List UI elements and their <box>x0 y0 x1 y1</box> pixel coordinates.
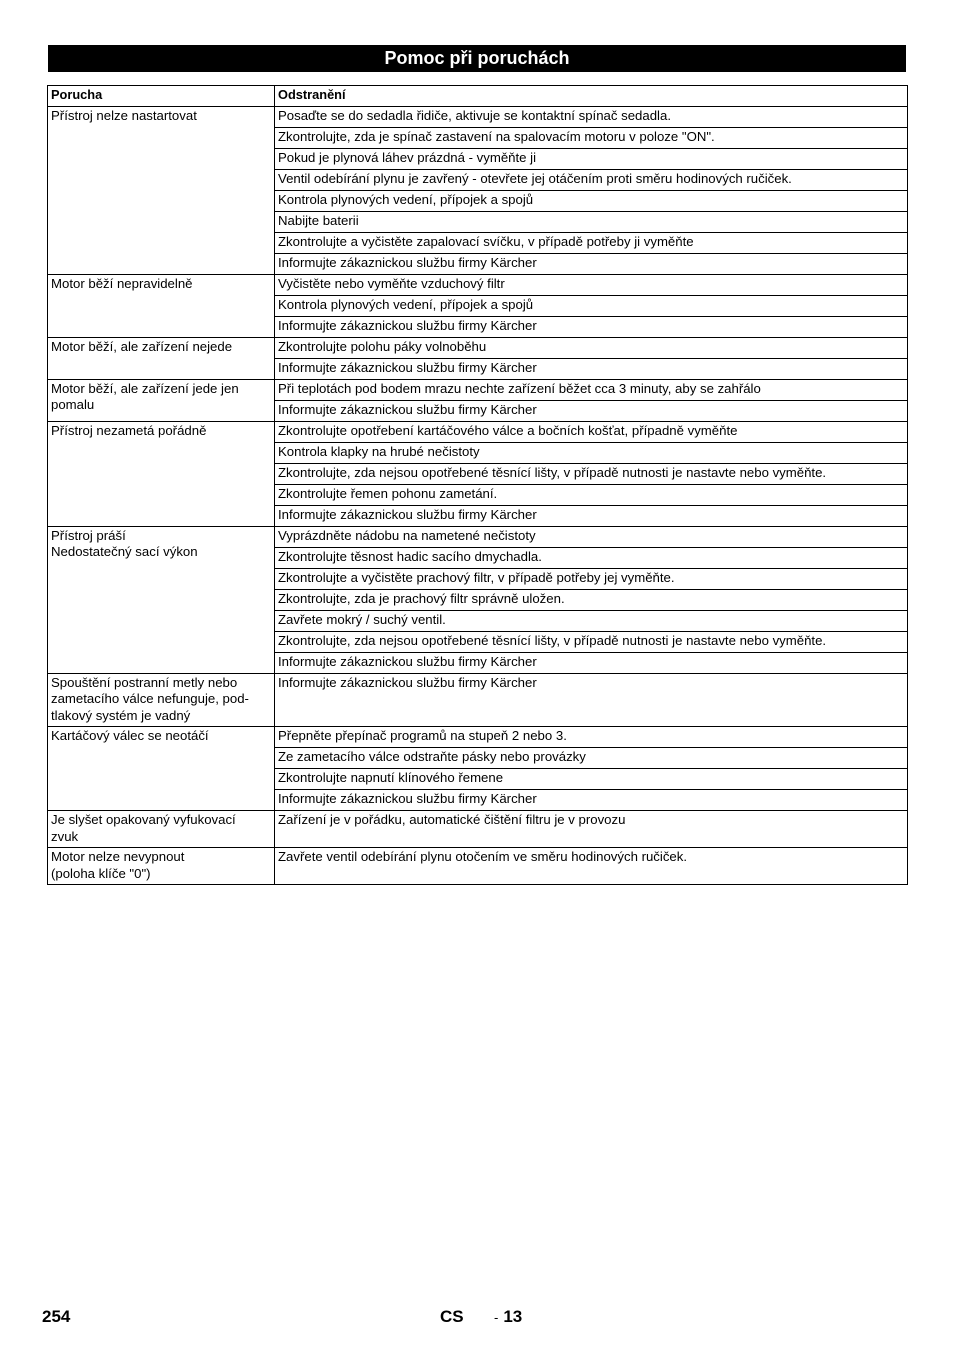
remedy-cell: Vyčistěte nebo vyměňte vzduchový filtr <box>275 274 908 295</box>
fault-cell: Kartáčový válec se neotáčí <box>48 727 275 811</box>
troubleshooting-table <box>47 85 908 885</box>
remedy-cell: Zkontrolujte polohu páky volnoběhu <box>275 337 908 358</box>
table-row <box>48 421 908 442</box>
remedy-cell: Zavřete ventil odebírání plynu otočením ve směru hodinových ručiček. <box>275 848 908 885</box>
table-row <box>48 673 908 727</box>
remedy-cell: Informujte zákaznickou službu firmy Kärcher <box>275 358 908 379</box>
remedy-cell: Zařízení je v pořádku, automatické čištění filtru je v provozu <box>275 811 908 848</box>
remedy-cell: Zkontrolujte řemen pohonu zametání. <box>275 484 908 505</box>
page-title: Pomoc při poruchách <box>48 45 906 72</box>
table-row <box>48 526 908 547</box>
remedy-cell: Zkontrolujte, zda je spínač zastavení na spalovacím motoru v poloze "ON". <box>275 127 908 148</box>
table-header-row <box>48 86 908 107</box>
fault-cell: Motor běží, ale zařízení jede jen pomalu <box>48 379 275 421</box>
footer-dash: - <box>494 1310 499 1325</box>
remedy-cell: Ventil odebírání plynu je zavřený - otevřete jej otáčením proti směru hodinových ručiček. <box>275 169 908 190</box>
remedy-cell: Zkontrolujte těsnost hadic sacího dmychadla. <box>275 547 908 568</box>
remedy-cell: Informujte zákaznickou službu firmy Kärcher <box>275 253 908 274</box>
remedy-cell: Zkontrolujte opotřebení kartáčového válce a bočních košťat, případně vyměňte <box>275 421 908 442</box>
remedy-cell: Zkontrolujte, zda je prachový filtr správně uložen. <box>275 589 908 610</box>
remedy-cell: Informujte zákaznickou službu firmy Kärcher <box>275 673 908 727</box>
table-row <box>48 274 908 295</box>
fault-cell: Přístroj práší Nedostatečný sací výkon <box>48 526 275 673</box>
table-row <box>48 106 908 127</box>
remedy-cell: Informujte zákaznickou službu firmy Kärcher <box>275 316 908 337</box>
remedy-cell: Informujte zákaznickou službu firmy Kärcher <box>275 505 908 526</box>
remedy-cell: Posaďte se do sedadla řidiče, aktivuje se kontaktní spínač sedadla. <box>275 106 908 127</box>
fault-cell: Motor běží nepravidelně <box>48 274 275 337</box>
remedy-cell: Vyprázdněte nádobu na nametené nečistoty <box>275 526 908 547</box>
section-page-number <box>494 1307 522 1327</box>
language-code: CS <box>440 1307 464 1326</box>
fault-cell: Motor nelze nevypnout (poloha klíče "0") <box>48 848 275 885</box>
table-row <box>48 848 908 885</box>
remedy-cell: Zkontrolujte a vyčistěte prachový filtr, v případě potřeby jej vyměňte. <box>275 568 908 589</box>
remedy-cell: Zkontrolujte, zda nejsou opotřebené těsnící lišty, v případě nutnosti je nastavte nebo vyměňte. <box>275 631 908 652</box>
table-row <box>48 379 908 400</box>
remedy-cell: Kontrola plynových vedení, přípojek a spojů <box>275 295 908 316</box>
fault-cell: Je slyšet opakovaný vyfukovací zvuk <box>48 811 275 848</box>
remedy-cell: Zkontrolujte a vyčistěte zapalovací svíčku, v případě potřeby ji vyměňte <box>275 232 908 253</box>
remedy-cell: Informujte zákaznickou službu firmy Kärcher <box>275 400 908 421</box>
fault-cell: Spouštění postranní metly nebo zametacího válce nefunguje, pod- tlakový systém je vadný <box>48 673 275 727</box>
remedy-column-header: Odstranění <box>275 86 908 107</box>
remedy-cell: Pokud je plynová láhev prázdná - vyměňte ji <box>275 148 908 169</box>
remedy-cell: Přepněte přepínač programů na stupeň 2 nebo 3. <box>275 727 908 748</box>
remedy-cell: Ze zametacího válce odstraňte pásky nebo provázky <box>275 748 908 769</box>
table-row <box>48 811 908 848</box>
table-body <box>48 106 908 885</box>
fault-cell: Přístroj nelze nastartovat <box>48 106 275 274</box>
remedy-cell: Zkontrolujte, zda nejsou opotřebené těsnící lišty, v případě nutnosti je nastavte nebo vyměňte. <box>275 463 908 484</box>
page-number: 254 <box>42 1307 71 1326</box>
remedy-cell: Zkontrolujte napnutí klínového řemene <box>275 769 908 790</box>
table-row <box>48 337 908 358</box>
remedy-cell: Kontrola klapky na hrubé nečistoty <box>275 442 908 463</box>
remedy-cell: Zavřete mokrý / suchý ventil. <box>275 610 908 631</box>
remedy-cell: Kontrola plynových vedení, přípojek a spojů <box>275 190 908 211</box>
remedy-cell: Informujte zákaznickou službu firmy Kärcher <box>275 652 908 673</box>
remedy-cell: Při teplotách pod bodem mrazu nechte zařízení běžet cca 3 minuty, aby se zahřálo <box>275 379 908 400</box>
remedy-cell: Informujte zákaznickou službu firmy Kärcher <box>275 790 908 811</box>
fault-cell: Přístroj nezametá pořádně <box>48 421 275 526</box>
fault-column-header: Porucha <box>48 86 275 107</box>
remedy-cell: Nabijte baterii <box>275 211 908 232</box>
fault-cell: Motor běží, ale zařízení nejede <box>48 337 275 379</box>
section-page-value: 13 <box>503 1307 523 1326</box>
table-row <box>48 727 908 748</box>
